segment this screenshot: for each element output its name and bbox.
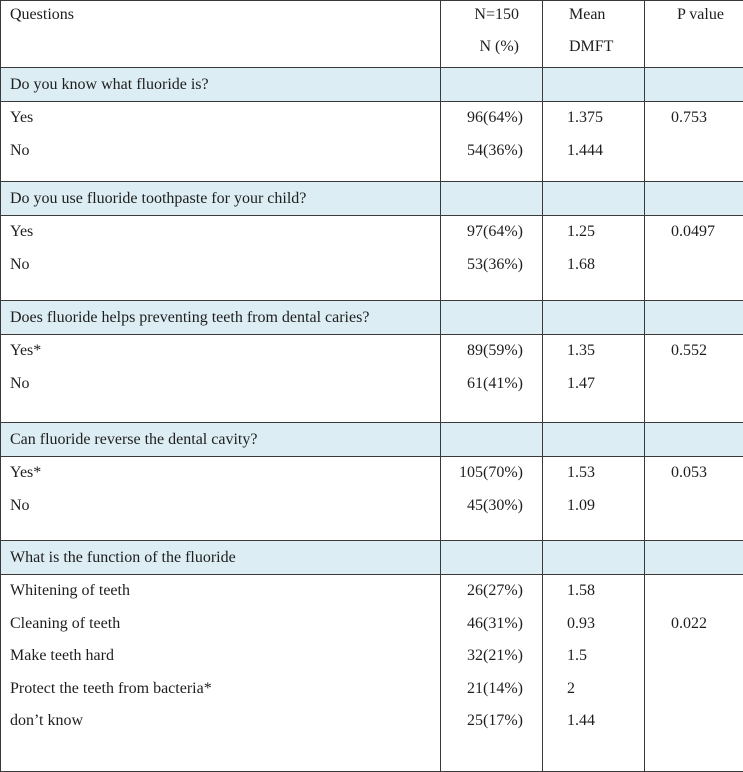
header-p-value: P value xyxy=(645,1,743,29)
answer-label: Yes* xyxy=(1,335,440,368)
answer-count: 96(64%) xyxy=(441,102,542,135)
answer-mean-dmft: 1.09 xyxy=(543,490,644,523)
answer-label: don’t know xyxy=(1,705,440,738)
section-row-q4 xyxy=(1,423,743,457)
answer-mean-dmft: 1.35 xyxy=(543,335,644,368)
answer-label: Cleaning of teeth xyxy=(1,608,440,641)
answer-count: 25(17%) xyxy=(441,705,542,738)
header-n-percent: N (%) xyxy=(441,33,542,65)
answer-count: 89(59%) xyxy=(441,335,542,368)
answer-mean-dmft: 2 xyxy=(543,673,644,706)
answers-row-q4 xyxy=(1,457,743,541)
answer-mean-dmft: 1.375 xyxy=(543,102,644,135)
answer-label: Yes* xyxy=(1,457,440,490)
answer-label: No xyxy=(1,249,440,282)
answer-label: Yes xyxy=(1,102,440,135)
p-value: 0.753 xyxy=(645,102,743,135)
question-text: Do you know what fluoride is? xyxy=(1,68,440,101)
header-questions: Questions xyxy=(1,1,440,29)
p-value: 0.552 xyxy=(645,335,743,368)
answer-mean-dmft: 0.93 xyxy=(543,608,644,641)
answer-label: Make teeth hard xyxy=(1,640,440,673)
answer-mean-dmft: 1.53 xyxy=(543,457,644,490)
question-text: Does fluoride helps preventing teeth from dental caries? xyxy=(1,301,440,334)
answer-mean-dmft: 1.25 xyxy=(543,216,644,249)
answer-count: 45(30%) xyxy=(441,490,542,523)
header-mean-cell xyxy=(543,1,645,68)
answer-count: 105(70%) xyxy=(441,457,542,490)
answer-count: 21(14%) xyxy=(441,673,542,706)
p-value: 0.053 xyxy=(645,457,743,490)
question-text: What is the function of the fluoride xyxy=(1,541,440,574)
answer-count: 53(36%) xyxy=(441,249,542,282)
answer-count: 61(41%) xyxy=(441,368,542,401)
p-value: 0.0497 xyxy=(645,216,743,249)
header-p-value-cell xyxy=(645,1,743,68)
header-mean: Mean xyxy=(543,1,644,33)
section-row-q1 xyxy=(1,68,743,102)
question-text: Can fluoride reverse the dental cavity? xyxy=(1,423,440,456)
answer-mean-dmft: 1.68 xyxy=(543,249,644,282)
answers-row-q3 xyxy=(1,335,743,423)
answer-label: No xyxy=(1,490,440,523)
answers-row-q5 xyxy=(1,575,743,772)
answer-label: No xyxy=(1,368,440,401)
table-header-row xyxy=(1,1,743,68)
header-n-total: N=150 xyxy=(441,1,542,33)
question-text: Do you use fluoride toothpaste for your child? xyxy=(1,182,440,215)
section-row-q2 xyxy=(1,182,743,216)
answer-label: Protect the teeth from bacteria* xyxy=(1,673,440,706)
answers-row-q1 xyxy=(1,102,743,182)
answer-count: 46(31%) xyxy=(441,608,542,641)
section-row-q5 xyxy=(1,541,743,575)
answer-mean-dmft: 1.58 xyxy=(543,575,644,608)
answer-count: 26(27%) xyxy=(441,575,542,608)
answer-mean-dmft: 1.5 xyxy=(543,640,644,673)
header-questions-cell xyxy=(1,1,441,68)
answer-mean-dmft: 1.44 xyxy=(543,705,644,738)
answer-count: 54(36%) xyxy=(441,135,542,168)
answer-mean-dmft: 1.444 xyxy=(543,135,644,168)
answer-mean-dmft: 1.47 xyxy=(543,368,644,401)
header-n-cell xyxy=(441,1,543,68)
answer-label: Yes xyxy=(1,216,440,249)
answer-count: 97(64%) xyxy=(441,216,542,249)
header-dmft: DMFT xyxy=(543,33,644,65)
answer-count: 32(21%) xyxy=(441,640,542,673)
answers-row-q2 xyxy=(1,216,743,301)
answer-label: Whitening of teeth xyxy=(1,575,440,608)
section-row-q3 xyxy=(1,301,743,335)
answer-label: No xyxy=(1,135,440,168)
p-value: 0.022 xyxy=(645,608,743,641)
